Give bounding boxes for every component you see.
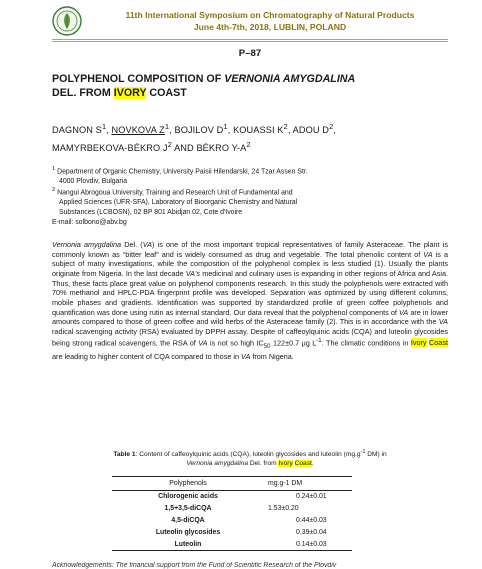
abstract-text: is not so high IC <box>207 337 264 347</box>
affiliation-1 <box>52 165 442 186</box>
caption-text: DM) in <box>365 451 387 459</box>
author-affiliation: 2 <box>246 139 251 149</box>
affiliation-number: 2 <box>52 187 56 194</box>
table-cell: 1.53±0.20 <box>268 505 299 513</box>
highlight-text: Coast <box>429 337 448 347</box>
title-text-2: DEL. FROM <box>52 87 114 99</box>
table-cell: 0.14±0.03 <box>264 538 352 550</box>
table-row <box>112 515 352 527</box>
abstract-text: Del. ( <box>121 240 143 249</box>
caption-text: . <box>311 460 314 468</box>
author: BOJILOV D <box>174 125 224 136</box>
highlight-text: Ivory <box>278 460 293 468</box>
author: DAGNON S <box>52 125 102 136</box>
author-affiliation: 2 <box>167 139 172 149</box>
presenting-author: NOVKOVA Z <box>111 125 165 136</box>
author: ADOU D <box>292 125 330 136</box>
author-affiliation: 2 <box>283 122 288 131</box>
affiliation-number: 1 <box>52 166 56 172</box>
table-row <box>112 503 352 515</box>
abstract-text: are leading to higher content of CQA compared to those in <box>52 352 242 362</box>
paper-title <box>52 72 448 100</box>
table-row <box>112 491 352 503</box>
author: BÉKRO Y-A <box>196 142 247 153</box>
abstract-text: VA <box>142 240 152 249</box>
conference-seal-icon <box>52 6 82 36</box>
acknowledgements: Acknowledgements: The financial support from the Fund of Scientific Research of the Plovdiv <box>52 562 337 569</box>
abstract-text: Vernonia amygdalina <box>52 240 122 249</box>
title-highlight: IVORY <box>113 87 147 99</box>
conference-name: 11th International Symposium on Chromatography of Natural Products <box>125 10 415 20</box>
table-cell: 1,5+3,5-diCQA <box>164 505 212 513</box>
author-affiliation: 1 <box>164 122 170 131</box>
caption-text: -1 <box>360 449 366 455</box>
column-header: Polyphenols <box>112 477 264 491</box>
table-cell: 0.39±0.04 <box>296 528 327 536</box>
abstract-text: medicinal and culinary uses is expanding in other regions of Africa and Asia. Thus, these facts place great value on polyphenol components research. In this study the polyphenols were extracted with 70% methanol and HPLC-PDA fingerprint profile was developed. Separation was optimized by using different columns, mobile phases and gradients. Identification was supported by standardized profile of green coffee polyphenols and quantification was done using rutin as internal standard. Our data reveal that the polyphenol components of <box>52 268 448 317</box>
title-text-3: COAST <box>146 87 187 99</box>
table-cell: Chlorogenic acids <box>158 493 218 501</box>
table-row <box>112 538 352 550</box>
affiliation-text: Substances (LCBOSN), 02 BP 801 Abidjan 02, Cote d'Ivoire <box>59 208 243 216</box>
table-row <box>112 526 352 538</box>
highlight-text: Coast <box>294 460 312 468</box>
affiliation-text: Applied Sciences (UFR-SFA), Laboratory of Bioorganic Chemistry and Natural <box>59 199 298 207</box>
header-divider <box>52 39 448 40</box>
title-species: VERNONIA AMYGDALINA <box>224 73 356 85</box>
table-caption <box>70 448 430 468</box>
author-affiliation: 1 <box>223 122 228 131</box>
abstract-text: -1 <box>316 337 322 344</box>
conference-date: June 4th-7th, 2018, LUBLIN, POLAND <box>193 22 347 32</box>
affiliation-text: Nangui Abrogoua University, Training and Research Unit of Fundamental and <box>57 189 293 197</box>
author: KOUASSI K <box>233 125 284 136</box>
abstract-text: . The climatic conditions in <box>321 337 411 347</box>
table-cell: Luteolin glycosides <box>155 528 221 536</box>
abstract-text: VA's <box>185 268 201 278</box>
abstract-body <box>52 240 448 362</box>
title-text: POLYPHENOL COMPOSITION OF <box>52 73 225 85</box>
abstract-text: VA <box>423 249 433 259</box>
affiliation-2 <box>52 186 442 217</box>
author-affiliation: 2 <box>329 122 334 131</box>
highlight-text: Ivory <box>410 337 427 347</box>
abstract-text: is a subject of many investigations, while the composition of the polyphenol complex is less studied (1). Usually the plants originate from Nigeria. In the last decade <box>52 249 449 278</box>
table-cell: 0.44±0.03 <box>296 516 327 524</box>
table-cell: 4,5-diCQA <box>171 516 205 524</box>
header-divider-2 <box>52 41 448 42</box>
column-header: mg.g-1 DM <box>264 477 352 491</box>
abstract-text: are in lower amounts compared to those of green coffee and wild herbs of the Asteraceae family (2). This is in accordance with the <box>52 307 448 327</box>
author: MAMYRBEKOVA-BÉKRO J <box>52 142 168 153</box>
contact-email: E-mail: solbono@abv.bg <box>52 218 127 226</box>
abstract-text: VA <box>241 352 251 362</box>
abstract-text: ) is one of the most important tropical representatives of family Asteraceae. The plant is commonly known as “bitter leaf” and is widely consumed as drug and vegetable. The total phenolic content of <box>52 240 448 259</box>
author-affiliation: 1 <box>101 122 107 131</box>
caption-text: Del. from <box>248 460 279 468</box>
affiliations <box>52 165 442 227</box>
caption-text: : Content of caffeoylquinic acids (CQA), luteolin glycosides and luteolin (mg.g <box>135 451 361 459</box>
abstract-text: 50 <box>263 343 271 350</box>
abstract-text: VA <box>399 307 409 317</box>
abstract-text: radical scavenging activity (RSA) evaluated by DPPH assay. Despite of caffeoylquinic acids (CQA) and luteolin glycosides being strong radical scavengers, the RSA of <box>52 326 448 347</box>
abstract-text: VA <box>438 317 448 327</box>
poster-number: P–87 <box>238 48 262 59</box>
abstract-text: VA <box>198 337 208 347</box>
abstract-text: 122±0.7 µg L <box>270 337 317 347</box>
affiliation-text: 4000 Plovdiv, Bulgaria <box>59 177 128 185</box>
polyphenol-table <box>112 476 352 551</box>
table-cell: 0.24±0.01 <box>296 493 327 501</box>
affiliation-text: Department of Organic Chemistry, University Paisii Hilendarski, 24 Tzar Assen Str. <box>57 168 308 176</box>
table-cell: Luteolin <box>112 538 264 550</box>
abstract-text: from Nigeria. <box>250 352 294 362</box>
table-header-row <box>112 477 352 491</box>
conference-header <box>92 9 448 33</box>
caption-text: Vernonia amygdalina <box>186 460 249 468</box>
caption-label: Table 1 <box>113 451 136 459</box>
author-list: DAGNON $S^1$, NOVKOVA $Z^1$, BOJILOV $D^1$, KOUASSI $K^2$, ADOU $D^2$, MAMYRBEKOVA-BÉKRO $J^2$ AND BÉKRO $Y-A^2$ <box>52 122 337 153</box>
